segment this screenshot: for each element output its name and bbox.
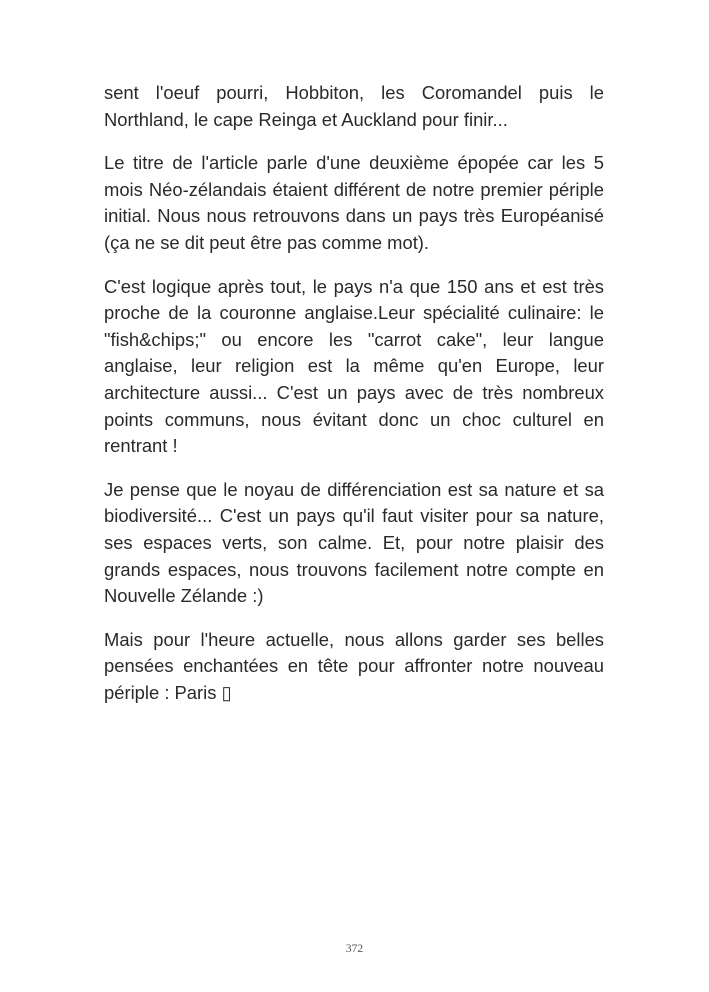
paragraph-1: sent l'oeuf pourri, Hobbiton, les Coromandel puis le Northland, le cape Reinga et Auckland pour finir... — [104, 82, 604, 130]
paragraph-2: Le titre de l'article parle d'une deuxième épopée car les 5 mois Néo-zélandais étaient différent de notre premier périple initial. Nous nous retrouvons dans un pays très Européanisé (ça ne se dit peut être pas comme mot). — [104, 152, 604, 253]
page-number: 372 — [345, 943, 364, 955]
paragraph-4: Je pense que le noyau de différenciation est sa nature et sa biodiversité... C'est un pays qu'il faut visiter pour sa nature, ses espaces verts, son calme. Et, pour notre plaisir des grands espaces, nous trouvons facilement notre compte en Nouvelle Zélande :) — [104, 478, 604, 607]
paragraph-3: C'est logique après tout, le pays n'a que 150 ans et est très proche de la couronne anglaise.Leur spécialité culinaire: le "fish&chips;" ou encore les "carrot cake", leur langue anglaise, leur religion est la même qu'en Europe, leur architecture aussi... C'est un pays avec de très nombreux points communs, nous évitant donc un choc culturel en rentrant ! — [104, 275, 604, 457]
paragraph-5: Mais pour l'heure actuelle, nous allons garder ses belles pensées enchantées en tête pour affronter notre nouveau périple : Paris ▯ — [104, 628, 604, 703]
body-text — [104, 80, 604, 723]
